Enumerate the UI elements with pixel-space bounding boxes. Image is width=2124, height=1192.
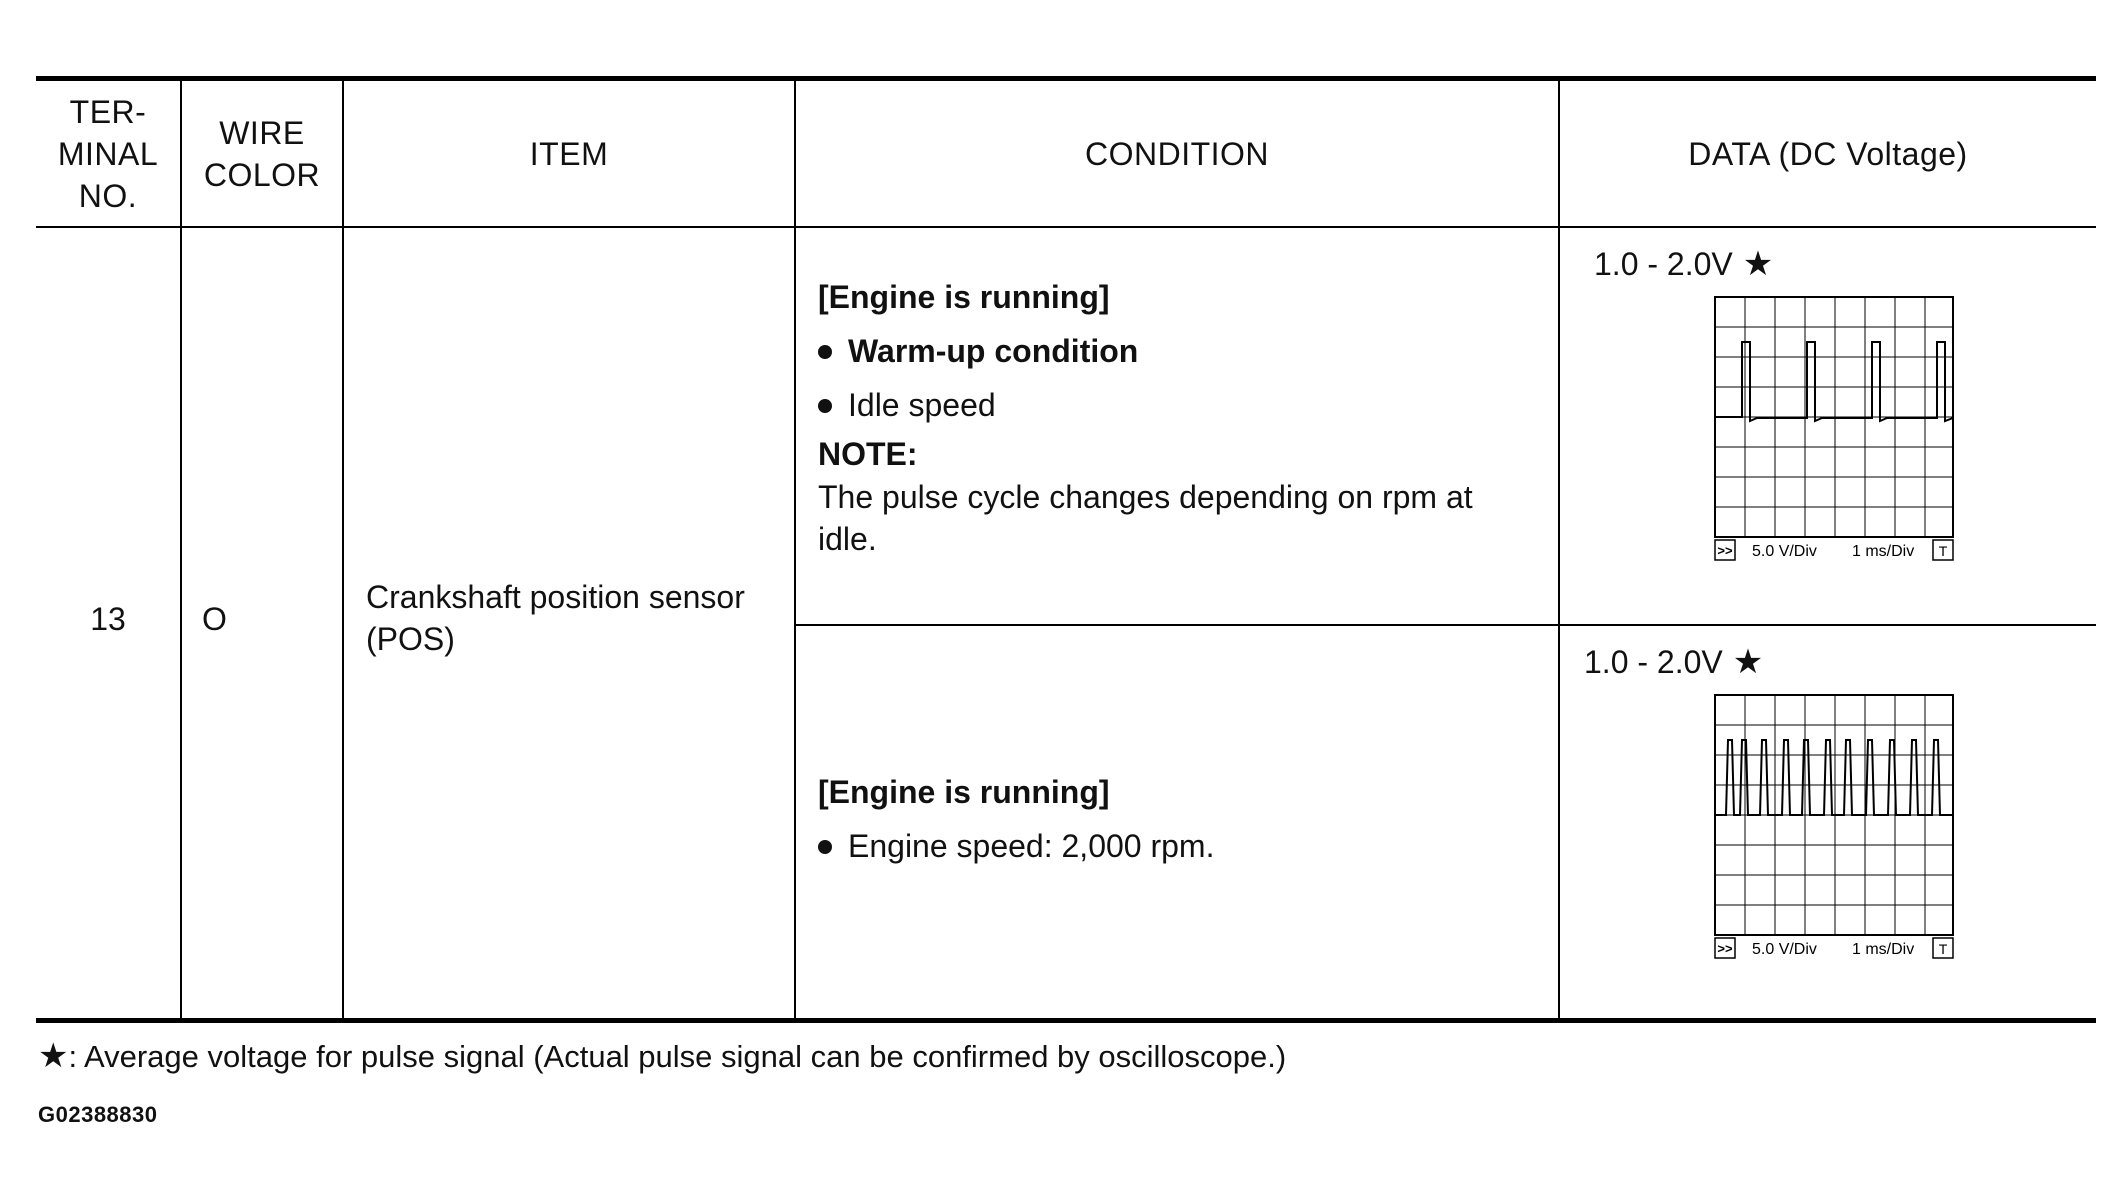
scope-waveform xyxy=(1715,740,1953,815)
scope-trigger-icon-label: T xyxy=(1938,543,1948,559)
header-bottom-rule xyxy=(36,226,2096,228)
condition-1-bullet-1: Warm-up condition xyxy=(818,324,1473,378)
scope-forward-icon-label: >> xyxy=(1717,543,1733,558)
header-terminal-no: TER- MINAL NO. xyxy=(57,93,159,214)
scope-waveform xyxy=(1715,342,1953,421)
condition-1-note-line-1: The pulse cycle changes depending on rpm at xyxy=(818,479,1473,515)
condition-1-note-line-2: idle. xyxy=(818,521,877,557)
condition-1 xyxy=(818,270,1473,560)
condition-2-state: [Engine is running] xyxy=(818,774,1110,810)
condition-1-state: [Engine is running] xyxy=(818,279,1110,315)
star-icon: ★ xyxy=(1742,245,1774,283)
condition-1-note-label: NOTE: xyxy=(818,436,918,472)
item-name: Crankshaft position sensor (POS) xyxy=(366,579,745,657)
footnote-text: : Average voltage for pulse signal (Actual pulse signal can be confirmed by oscilloscope.) xyxy=(68,1039,1287,1074)
terminal-number: 13 xyxy=(90,601,126,637)
scope-volts-div: 5.0 V/Div xyxy=(1752,941,1817,958)
header-condition: CONDITION xyxy=(1084,135,1270,172)
header-data: DATA (DC Voltage) xyxy=(1688,135,1968,172)
bullet-icon xyxy=(818,399,832,413)
header-item: ITEM xyxy=(529,135,609,172)
bullet-icon xyxy=(818,345,832,359)
voltage-value-2: 1.0 - 2.0V ★ xyxy=(1584,643,1764,681)
star-icon: ★ xyxy=(1732,643,1764,681)
header-wire-color: WIRE COLOR xyxy=(203,114,321,193)
condition-1-bullet-2: Idle speed xyxy=(818,378,1473,432)
scope-time-div: 1 ms/Div xyxy=(1852,941,1915,958)
wire-color: O xyxy=(202,601,227,637)
condition-2 xyxy=(818,765,1214,873)
voltage-value-1: 1.0 - 2.0V ★ xyxy=(1594,245,1774,283)
condition-2-bullet-1: Engine speed: 2,000 rpm. xyxy=(818,819,1214,873)
footnote xyxy=(38,1036,1286,1076)
star-icon: ★ xyxy=(38,1037,69,1075)
table-bottom-rule xyxy=(36,1018,2096,1023)
scope-time-div: 1 ms/Div xyxy=(1852,543,1915,560)
scope-volts-div: 5.0 V/Div xyxy=(1752,543,1817,560)
oscilloscope-trace-2000rpm xyxy=(1714,694,1962,964)
scope-forward-icon-label: >> xyxy=(1717,941,1733,956)
bullet-icon xyxy=(818,840,832,854)
oscilloscope-trace-idle xyxy=(1714,296,1962,566)
row-divider xyxy=(796,624,2096,626)
figure-code: G02388830 xyxy=(38,1102,158,1127)
scope-trigger-icon-label: T xyxy=(1938,941,1948,957)
